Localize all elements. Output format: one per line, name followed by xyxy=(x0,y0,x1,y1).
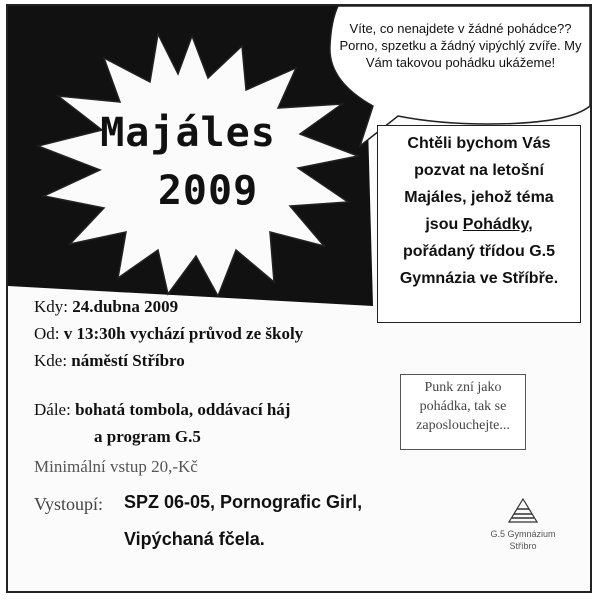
detail-od xyxy=(34,324,303,344)
invite-line-4 xyxy=(378,211,580,238)
invite-line-3: Majáles, jehož téma xyxy=(404,189,554,206)
performers-line-2: Vipýchaná fčela. xyxy=(124,529,265,549)
detail-dale-label: Dále: xyxy=(34,400,71,419)
performers-label: Vystoupí: xyxy=(34,494,104,514)
detail-kde xyxy=(34,351,185,371)
invite-line-4-pre: jsou xyxy=(425,216,463,233)
performers-line-1: SPZ 06-05, Pornografic Girl, xyxy=(124,492,363,512)
logo-line-2: Stříbro xyxy=(509,541,537,551)
invite-line-1: Chtěli bychom Vás xyxy=(407,135,551,152)
detail-dale-cont xyxy=(94,427,201,447)
detail-dale-value-2: a program G.5 xyxy=(94,427,201,446)
detail-kde-label: Kde: xyxy=(34,351,68,370)
school-logo-icon xyxy=(508,498,538,524)
detail-kdy xyxy=(34,297,178,317)
punk-note-box: Punk zní jako pohádka, tak se zaposlouchejte... xyxy=(400,374,526,450)
invite-line-4-post: , xyxy=(528,216,533,233)
detail-kde-value: náměstí Stříbro xyxy=(71,351,185,370)
invite-line-2: pozvat na letošní xyxy=(414,162,544,179)
bubble-text: Víte, co nenajdete v žádné pohádce?? Porno, spzetku a žádný vipýchlý zvíře. My Vám takovou pohádku ukážeme! xyxy=(339,21,582,70)
detail-kdy-label: Kdy: xyxy=(34,297,68,316)
title-line-2: 2009 xyxy=(157,168,259,214)
detail-kdy-value: 24.dubna 2009 xyxy=(72,297,179,316)
detail-od-value: v 13:30h vychází průvod ze školy xyxy=(63,324,304,343)
detail-dale xyxy=(34,400,290,420)
invite-line-5: pořádaný třídou G.5 xyxy=(402,243,555,260)
school-logo-text xyxy=(474,528,572,552)
poster xyxy=(6,4,592,593)
detail-od-label: Od: xyxy=(34,324,60,343)
detail-dale-value-1: bohatá tombola, oddávací háj xyxy=(75,400,291,419)
invite-box xyxy=(377,125,581,323)
logo-line-1: G.5 Gymnázium xyxy=(490,529,556,539)
invite-line-6: Gymnázia ve Stříbře. xyxy=(399,270,559,287)
detail-vstup: Minimální vstup 20,-Kč xyxy=(34,457,198,476)
title-line-1: Majáles xyxy=(100,110,276,156)
invite-theme-underlined: Pohádky xyxy=(462,216,529,233)
